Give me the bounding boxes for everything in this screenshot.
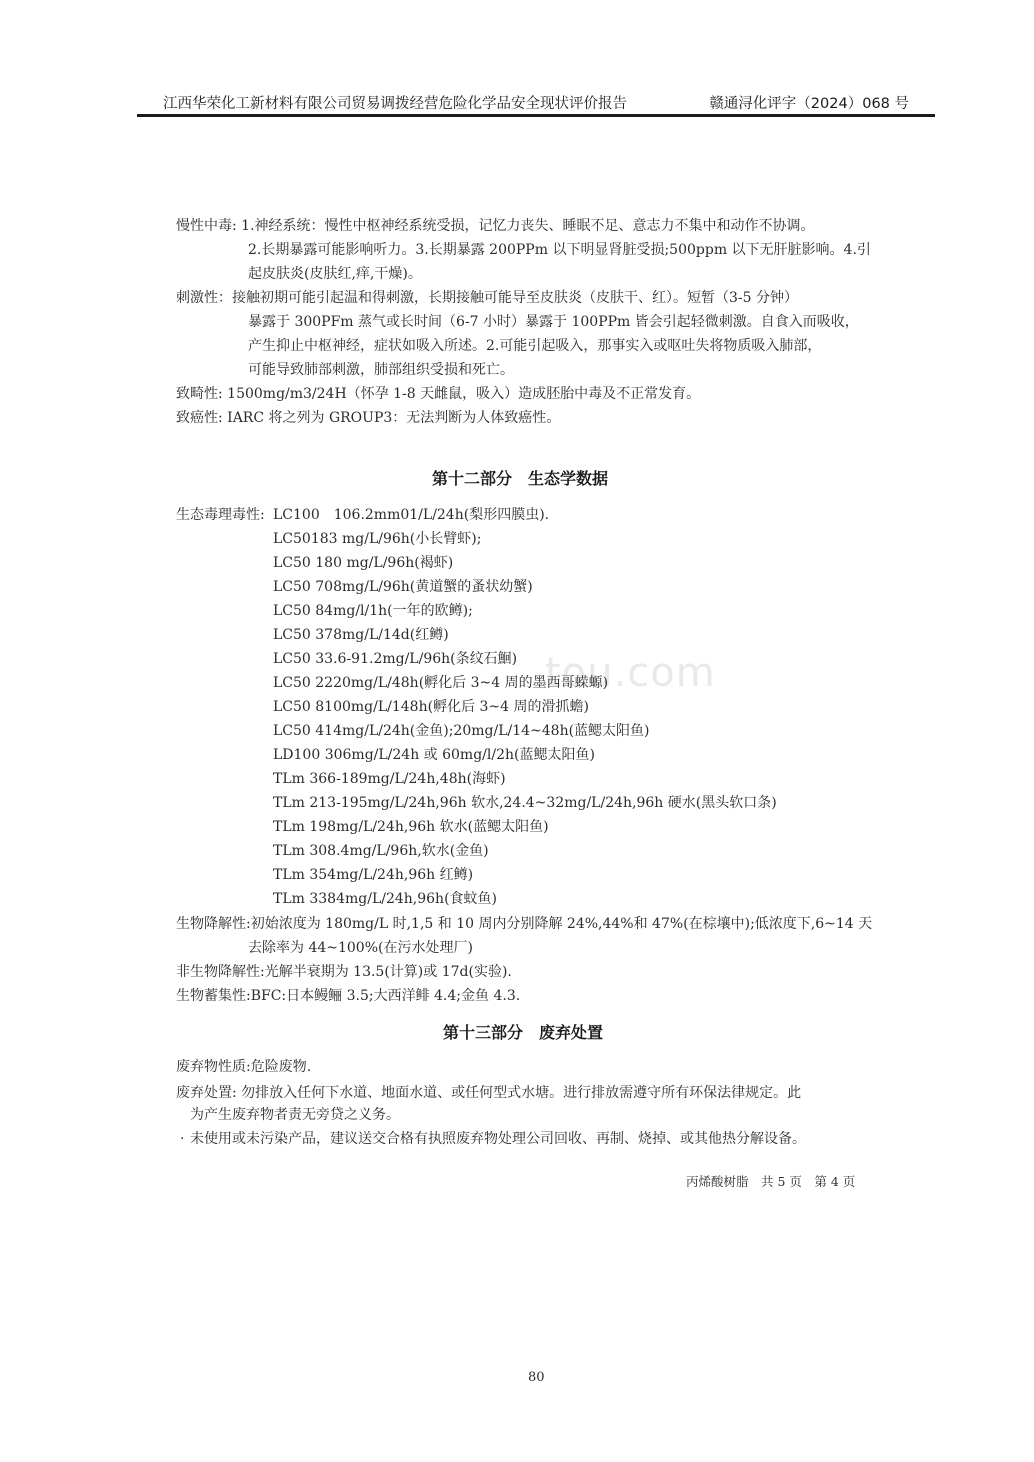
ecotox-item: LC50 180 mg/L/96h(褐虾) <box>273 555 454 571</box>
teratogenicity: 致畸性: 1500mg/m3/24H（怀孕 1-8 天雌鼠，吸入）造成胚胎中毒及不正常发育。 <box>176 386 701 402</box>
bullet-text: 未使用或未污染产品，建议送交合格有执照废弃物处理公司回收、再制、烧掉、或其他热分解设备。 <box>190 1131 806 1147</box>
chronic-toxicity-line-2: 2.长期暴露可能影响听力。3.长期暴露 200PPm 以下明显肾脏受损;500ppm 以下无肝脏影响。4.引 <box>248 242 871 258</box>
ecotox-item: LC50 378mg/L/14d(红鳟) <box>273 627 449 643</box>
irritation-line-1: 刺激性：接触初期可能引起温和得刺激，长期接触可能导至皮肤炎（皮肤干、红）。短暂（3-5 分钟） <box>176 290 798 306</box>
waste-disposal-line-1: 废弃处置: 勿排放入任何下水道、地面水道、或任何型式水塘。进行排放需遵守所有环保法律规定。此 <box>176 1085 802 1101</box>
ecotox-item: TLm 198mg/L/24h,96h 软水(蓝鳃太阳鱼) <box>273 819 549 835</box>
report-title: 江西华荣化工新材料有限公司贸易调拨经营危险化学品安全现状评价报告 <box>163 96 627 112</box>
ecotox-item: LC50 414mg/L/24h(金鱼);20mg/L/14~48h(蓝鳃太阳鱼) <box>273 723 650 739</box>
ecotox-item: LC50 33.6-91.2mg/L/96h(条纹石鮰) <box>273 651 518 667</box>
ecotox-item: TLm 308.4mg/L/96h,软水(金鱼) <box>273 843 489 859</box>
waste-nature: 废弃物性质:危险废物. <box>176 1059 312 1075</box>
watermark: tou.com <box>545 650 716 696</box>
abiotic-degradation: 非生物降解性:光解半衰期为 13.5(计算)或 17d(实验). <box>176 964 512 980</box>
section-13-title: 第十三部分 废弃处置 <box>443 1023 604 1042</box>
irritation-line-2: 暴露于 300PFm 蒸气或长时间（6-7 小时）暴露于 100PPm 皆会引起轻微刺激。自食入而吸收， <box>248 314 859 330</box>
bullet-dot-icon: · <box>180 1131 185 1147</box>
ecotox-item: LC50 2220mg/L/48h(孵化后 3~4 周的墨西哥蝾螈) <box>273 675 609 691</box>
chronic-toxicity-line-1: 慢性中毒: 1.神经系统：慢性中枢神经系统受损，记忆力丧失、睡眠不足、意志力不集中和动作不协调。 <box>176 218 815 234</box>
biodegradation-line-1: 生物降解性:初始浓度为 180mg/L 时,1,5 和 10 周内分别降解 24%,44%和 47%(在棕壤中);低浓度下,6~14 天 <box>176 916 873 932</box>
biodegradation-line-2: 去除率为 44~100%(在污水处理厂) <box>248 940 473 956</box>
chronic-toxicity-line-3: 起皮肤炎(皮肤红,痒,干燥)。 <box>248 266 422 282</box>
ecotox-item: TLm 366-189mg/L/24h,48h(海虾) <box>273 771 506 787</box>
ecotox-item: LC50183 mg/L/96h(小长臂虾); <box>273 531 482 547</box>
irritation-line-4: 可能导致肺部刺激，肺部组织受损和死亡。 <box>248 362 514 378</box>
carcinogenicity: 致癌性: IARC 将之列为 GROUP3：无法判断为人体致癌性。 <box>176 410 561 426</box>
ecotox-item: LC50 708mg/L/96h(黄道蟹的蚤状幼蟹) <box>273 579 533 595</box>
ecotox-item: TLm 354mg/L/24h,96h 红鳟) <box>273 867 474 883</box>
waste-disposal-line-2: 为产生废弃物者责无旁贷之义务。 <box>190 1107 400 1123</box>
ecotox-label: 生态毒理毒性: <box>176 507 265 523</box>
doc-footer-label: 丙烯酸树脂 共 5 页 第 4 页 <box>686 1174 856 1189</box>
ecotox-item: LC100 106.2mm01/L/24h(梨形四膜虫). <box>273 507 550 523</box>
ecotox-item: LD100 306mg/L/24h 或 60mg/l/2h(蓝鳃太阳鱼) <box>273 747 595 763</box>
irritation-line-3: 产生抑止中枢神经，症状如吸入所述。2.可能引起吸入，那事实入或呕吐失将物质吸入肺部， <box>248 338 822 354</box>
ecotox-item: TLm 3384mg/L/24h,96h(食蚊鱼) <box>273 891 497 907</box>
section-12-title: 第十二部分 生态学数据 <box>432 469 609 488</box>
page-number: 80 <box>528 1370 545 1385</box>
ecotox-item: LC50 84mg/l/1h(一年的欧鳟); <box>273 603 473 619</box>
bioaccumulation: 生物蓄集性:BFC:日本鳗鲡 3.5;大西洋鲱 4.4;金鱼 4.3. <box>176 988 521 1004</box>
ecotox-item: TLm 213-195mg/L/24h,96h 软水,24.4~32mg/L/24h,96h 硬水(黑头软口条) <box>273 795 777 811</box>
ecotox-item: LC50 8100mg/L/148h(孵化后 3~4 周的滑抓蟾) <box>273 699 589 715</box>
report-number: 赣通浔化评字（2024）068 号 <box>709 96 909 112</box>
bullet-item <box>180 1128 806 1152</box>
page-header <box>137 86 935 117</box>
